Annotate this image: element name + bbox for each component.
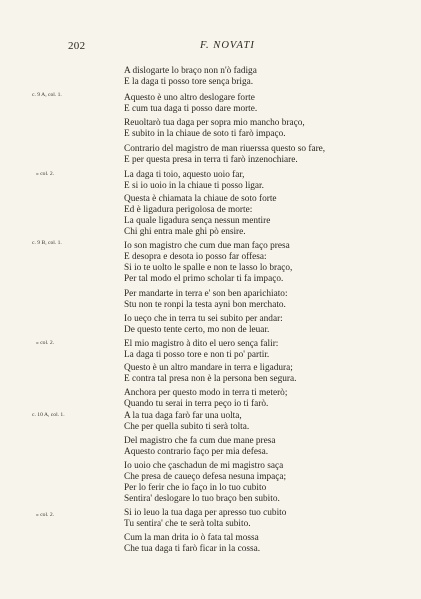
verse-line: Che tua daga ti farò ficar in la cossa. (124, 544, 261, 554)
verse-line: La daga ti posso tore e non ti po' partir. (124, 350, 270, 360)
verse-line: Questa è chiamata la chiaue de soto forte (124, 194, 277, 204)
verse-line: De questo tente certo, mo non de leuar. (124, 325, 270, 335)
margin-note: » col. 2. (36, 171, 55, 177)
verse-line: Che presa de caueço defesa nesuna impaça; (124, 472, 287, 482)
page-number: 202 (68, 40, 86, 52)
verse-line: Per tal modo el primo scholar ti fa impaço. (124, 274, 284, 284)
verse-line: Si io leuo la tua daga per apresso tuo cubito (124, 508, 287, 518)
verse-line: Sentira' deslogare lo tuo braço ben subito. (124, 494, 280, 504)
stanza (124, 170, 264, 192)
verse-line: E cum tua daga ti posso dare morte. (124, 104, 258, 114)
stanza (124, 339, 278, 361)
verse-line: Stu non te ronpi la testa ayni bon merchato. (124, 300, 286, 310)
stanza (124, 411, 249, 433)
verse-line: E contra tal presa non è la persona ben segura. (124, 374, 297, 384)
margin-note: » col. 2. (36, 512, 55, 518)
verse-line: Contrario del magistro de man riuerssa questo so fare, (124, 144, 326, 154)
stanza (124, 93, 257, 115)
verse-line: Io son magistro che cum due man faço presa (124, 241, 290, 251)
stanza (124, 533, 260, 555)
verse-line: Io uoio che çaschadun de mi magistro saça (124, 461, 284, 471)
stanza (124, 289, 288, 311)
running-head: F. NOVATI (200, 40, 255, 51)
verse-line: Per mandarte in terra e' son ben aparichiato: (124, 289, 288, 299)
verse-line: E desopra e desota io posso far offesa: (124, 252, 267, 262)
stanza (124, 436, 276, 458)
verse-line: La daga ti toio, aquesto uoio far, (124, 170, 245, 180)
stanza (124, 144, 325, 166)
margin-note: c. 9 B, col. 1. (32, 240, 62, 246)
stanza (124, 314, 283, 336)
verse-line: Aquesto contrario faço per mia defesa. (124, 447, 269, 457)
verse-line: Cum la man drita io ò fata tal mossa (124, 533, 259, 543)
verse-line: E la daga ti posso tore sença briga. (124, 77, 254, 87)
stanza (124, 388, 287, 410)
verse-line: Aquesto è uno altro deslogare forte (124, 93, 255, 103)
verse-line: Questo è un altro mandare in terra e ligadura; (124, 363, 293, 373)
verse-line: La quale ligadura sença nessun mentire (124, 216, 271, 226)
stanza (124, 461, 286, 505)
margin-note: » col. 2. (36, 340, 55, 346)
stanza (124, 194, 277, 238)
verse-line: Ed è ligadura perigolosa de morte: (124, 205, 253, 215)
stanza (124, 363, 296, 385)
stanza (124, 118, 305, 140)
verse-line: Per lo ferir che io faço in lo tuo cubito (124, 483, 267, 493)
verse-line: Reuoltarò tua daga per sopra mio mancho braço, (124, 118, 305, 128)
stanza (124, 241, 292, 285)
verse-line: A dislogarte lo braço non n'ò fadiga (124, 66, 257, 76)
verse-line: Chi ghi entra male ghi pò ensire. (124, 227, 246, 237)
verse-line: Si io te uolto le spalle e non te lasso lo braço, (124, 263, 293, 273)
verse-line: Tu sentira' che te serà tolta subito. (124, 519, 251, 529)
margin-note: c. 10 A, col. 1. (32, 412, 65, 418)
verse-line: E per questa presa in terra ti farò inzenochiare. (124, 155, 298, 165)
stanza (124, 508, 286, 530)
verse-line: Anchora per questo modo in terra ti meterò; (124, 388, 288, 398)
verse-line: Che per quella subito ti serà tolta. (124, 422, 250, 432)
verse-line: El mio magistro à dito el uero sença falir: (124, 339, 279, 349)
verse-line: Del magistro che fa cum due mane presa (124, 436, 276, 446)
margin-note: c. 9 A, col. 1. (32, 92, 62, 98)
verse-line: A la tua daga farò far una uolta, (124, 411, 242, 421)
verse-line: Quando tu serai in terra peço io ti farò. (124, 399, 269, 409)
verse-line: Io ueço che in terra tu sei subito per andar: (124, 314, 283, 324)
stanza (124, 66, 257, 88)
verse-line: E subito in la chiaue de soto ti farò impaço. (124, 129, 286, 139)
verse-line: E si io uoio in la chiaue ti posso ligar. (124, 181, 264, 191)
